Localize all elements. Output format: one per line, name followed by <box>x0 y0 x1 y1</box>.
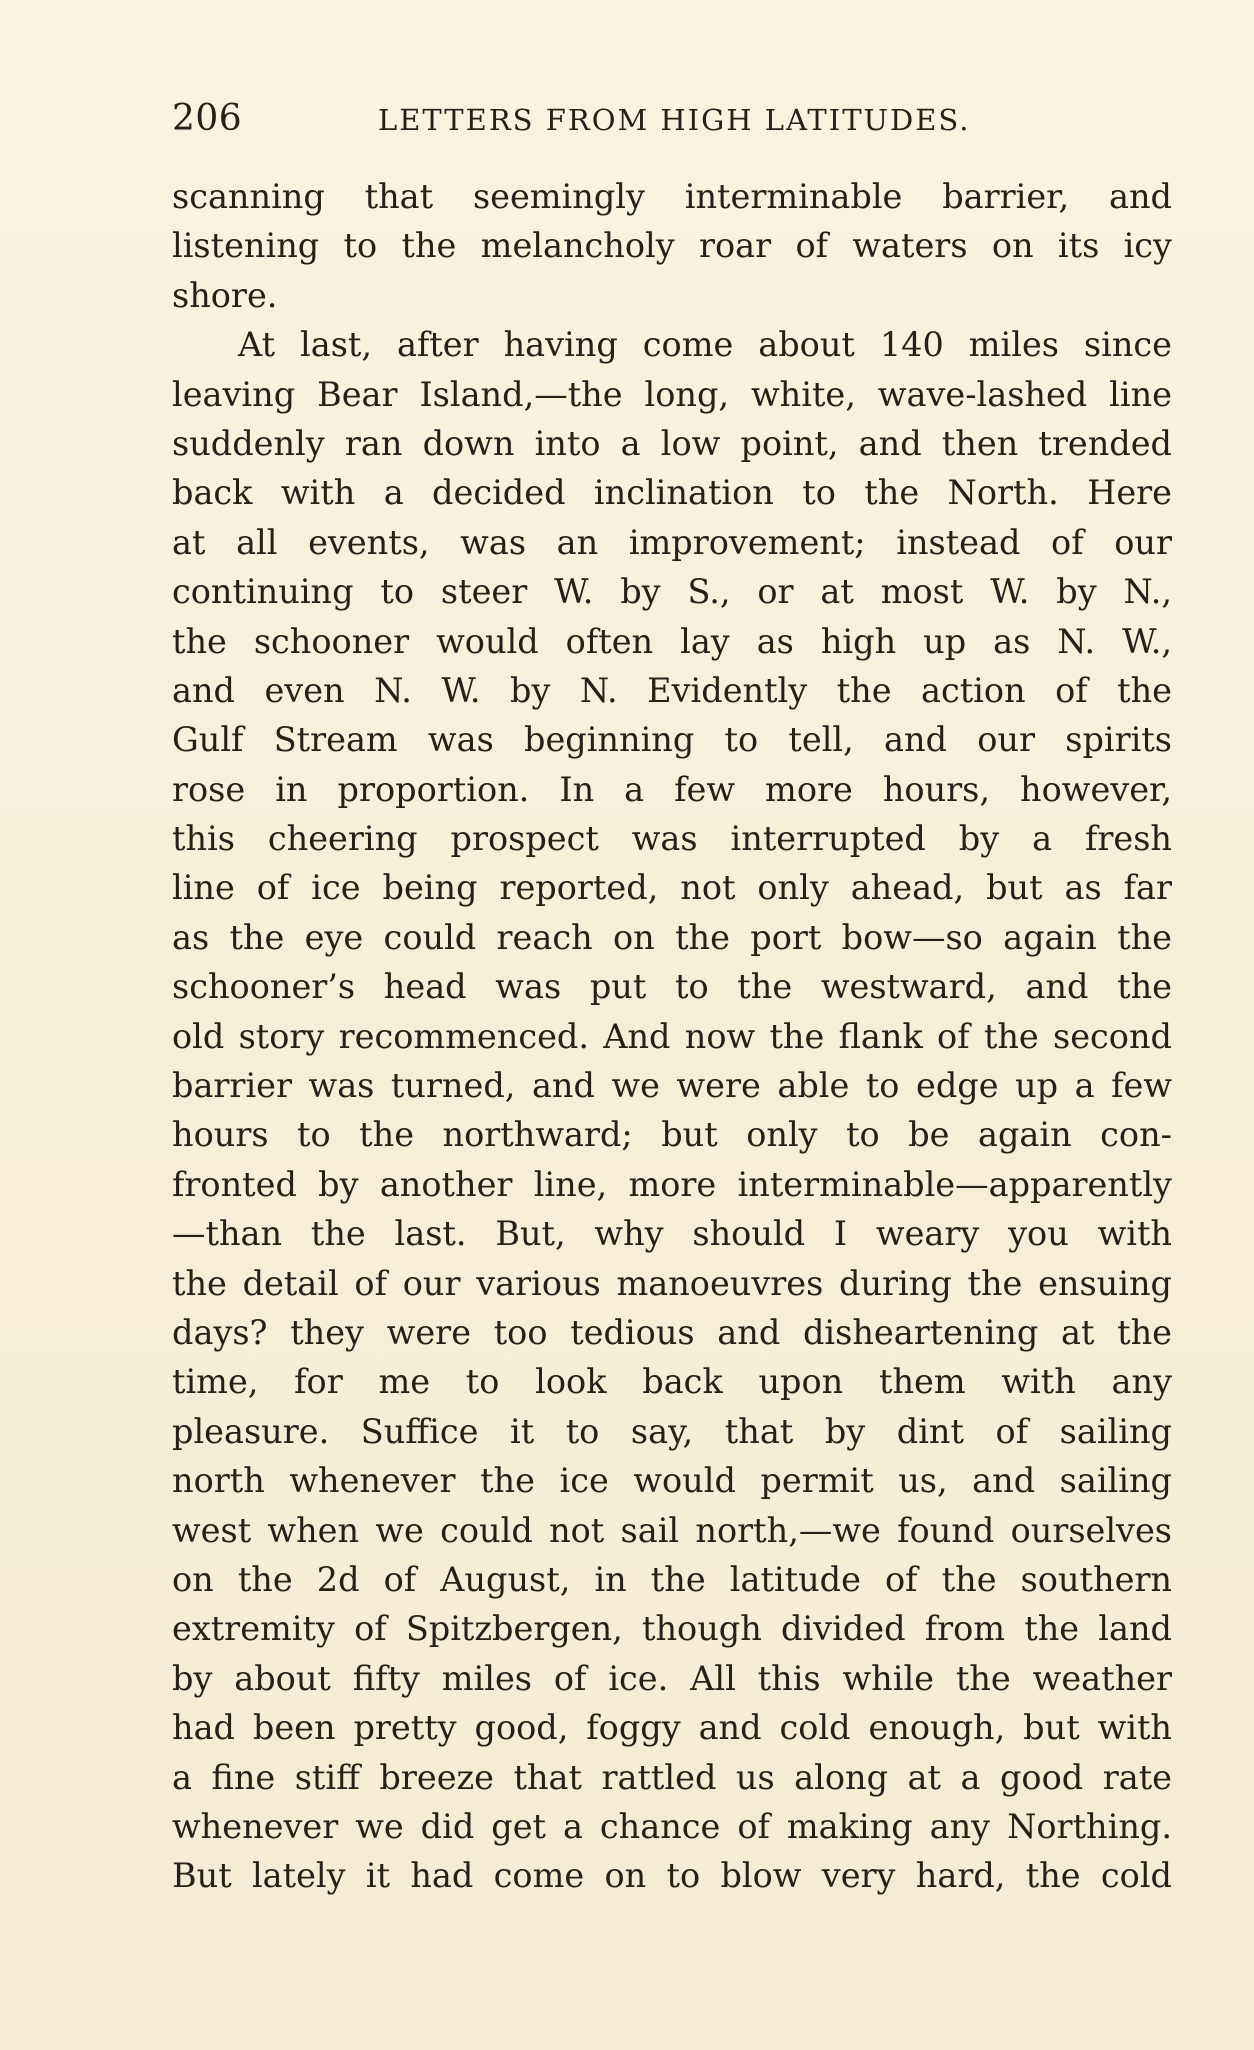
text-line: extremity of Spitzbergen, though divided from the land <box>172 1609 1172 1649</box>
text-line: schooner’s head was put to the westward, and the <box>172 967 1172 1007</box>
page-number: 206 <box>172 98 243 139</box>
text-line: at all events, was an improvement; instead of our <box>172 522 1172 562</box>
text-line: north whenever the ice would permit us, and sailing <box>172 1461 1172 1501</box>
running-title: LETTERS FROM HIGH LATITUDES. <box>378 103 971 137</box>
text-line: shore. <box>172 275 278 315</box>
text-line: pleasure. Suffice it to say, that by dint of sailing <box>172 1411 1172 1451</box>
text-line: back with a decided inclination to the North. Here <box>172 473 1172 513</box>
text-line: hours to the northward; but only to be again con- <box>172 1115 1172 1155</box>
text-line: old story recommenced. And now the flank of the second <box>172 1016 1172 1056</box>
text-line: listening to the melancholy roar of waters on its icy <box>172 226 1172 266</box>
text-line: barrier was turned, and we were able to edge up a few <box>172 1066 1172 1106</box>
text-line: west when we could not sail north,—we found ourselves <box>172 1510 1172 1550</box>
text-line: rose in proportion. In a few more hours, however, <box>172 769 1172 809</box>
text-line: this cheering prospect was interrupted by a fresh <box>172 819 1172 859</box>
text-line: the schooner would often lay as high up as N. W., <box>172 621 1172 661</box>
text-line: But lately it had come on to blow very hard, the cold <box>172 1856 1172 1896</box>
text-line: continuing to steer W. by S., or at most W. by N., <box>172 572 1172 612</box>
text-line: scanning that seemingly interminable barrier, and <box>172 177 1172 216</box>
text-line: as the eye could reach on the port bow—so again the <box>172 917 1172 957</box>
text-line: by about fifty miles of ice. All this while the weather <box>172 1658 1172 1698</box>
text-line: whenever we did get a chance of making any Northing. <box>172 1806 1172 1846</box>
text-line: a fine stiff breeze that rattled us along at a good rate <box>172 1757 1172 1797</box>
text-line: time, for me to look back upon them with any <box>172 1362 1172 1402</box>
text-line: leaving Bear Island,—the long, white, wave-lashed line <box>172 374 1172 414</box>
text-line: days? they were too tedious and disheartening at the <box>172 1312 1172 1352</box>
text-line: At last, after having come about 140 miles since <box>238 325 1172 365</box>
body-text <box>172 172 1172 1901</box>
text-line: Gulf Stream was beginning to tell, and our spirits <box>172 720 1172 760</box>
text-line: and even N. W. by N. Evidently the action of the <box>172 670 1172 710</box>
running-head <box>172 96 1172 142</box>
text-line: had been pretty good, foggy and cold enough, but with <box>172 1708 1172 1748</box>
text-line: line of ice being reported, not only ahead, but as far <box>172 868 1172 908</box>
text-line: suddenly ran down into a low point, and then trended <box>172 423 1172 463</box>
text-line: on the 2d of August, in the latitude of the southern <box>172 1559 1172 1599</box>
text-line: the detail of our various manoeuvres during the ensuing <box>172 1263 1172 1303</box>
text-line: —than the last. But, why should I weary you with <box>172 1214 1172 1254</box>
text-line: fronted by another line, more interminable—apparently <box>172 1164 1172 1204</box>
